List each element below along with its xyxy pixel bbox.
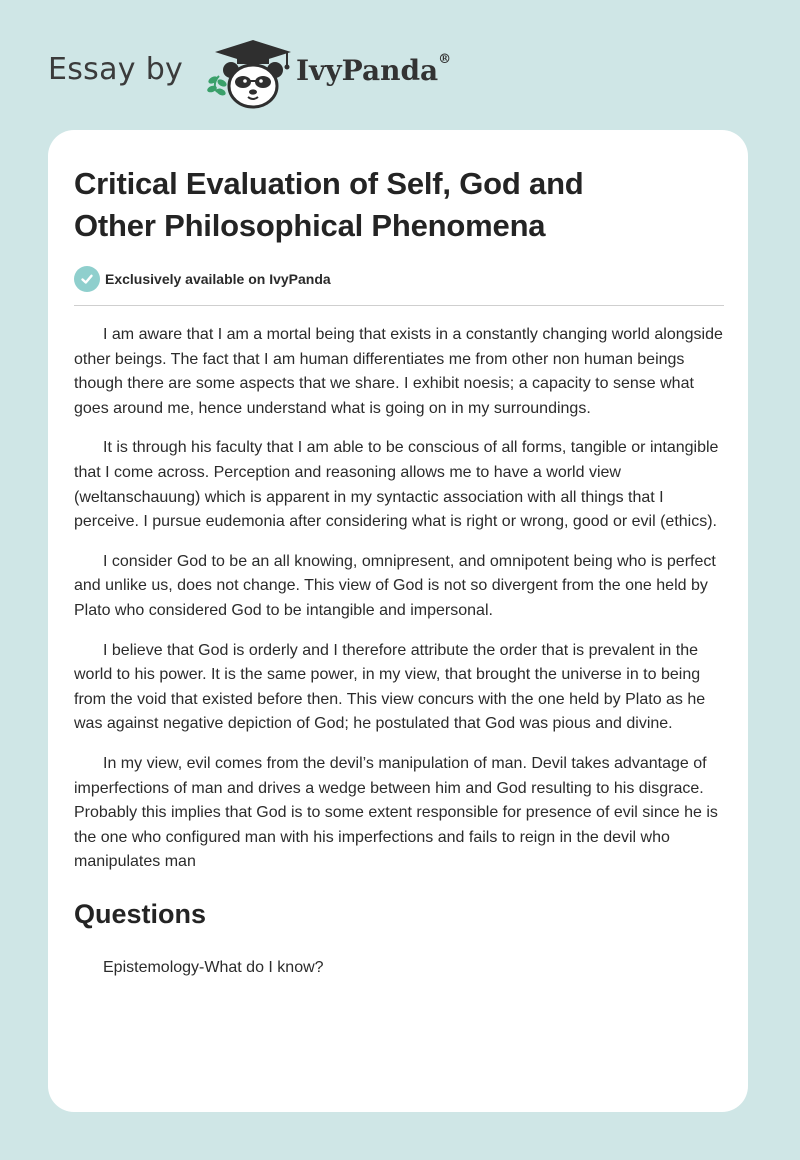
brand-name[interactable] [296,54,451,87]
title-line-1: Critical Evaluation of Self, God and [74,166,584,201]
questions-heading: Questions [74,898,207,929]
essay-card [48,130,748,1112]
essay-by-label: Essay by [48,52,184,87]
registered-mark: ® [438,52,452,67]
paragraph: I am aware that I am a mortal being that exists in a constantly changing world alongside other beings. The fact that I am human differentiates me from other non human beings though there are some aspects that we share. I exhibit noesis; a capacity to sense what goes around me, hence understand what is going on in my surroundings. [74,326,723,417]
checkmark-icon [74,266,100,292]
paragraph: I believe that God is orderly and I therefore attribute the order that is prevalent in the world to his power. It is the same power, in my view, that brought the universe in to being from the void that existed before then. This view concurs with the one held by Plato as he was against negative depiction of God; he postulated that God was pious and divine. [74,641,706,733]
exclusive-badge [74,265,724,293]
essay-content [74,163,724,979]
page-title [74,163,724,247]
paragraph: In my view, evil comes from the devil’s manipulation of man. Devil takes advantage of imperfections of man and drives a wedge between him and God resulting to his disgrace. Probably this implies that God is to some extent responsible for presence of evil since he is the one who configured man with his imperfections and fails to reign in the devil who manipulates man [74,754,718,871]
paragraph: It is through his faculty that I am able to be conscious of all forms, tangible or intangible that I come across. Perception and reasoning allows me to have a world view (weltanschauung) which is apparent in my syntactic association with all things that I perceive. I pursue eudemonia after considering what is right or wrong, good or evil (ethics). [74,439,719,531]
paragraph: I consider God to be an all knowing, omnipresent, and omnipotent being who is perfect and unlike us, does not change. This view of God is not so divergent from the one held by Plato who considered God to be intangible and impersonal. [74,552,716,619]
exclusive-label: Exclusively available on IvyPanda [105,271,331,287]
site-header [48,30,508,110]
question-item: Epistemology-What do I know? [103,958,324,976]
brand-text: IvyPanda [296,54,439,87]
panda-logo-icon[interactable] [203,36,298,112]
title-line-2: Other Philosophical Phenomena [74,208,546,243]
essay-body [74,323,724,875]
divider [74,305,724,306]
